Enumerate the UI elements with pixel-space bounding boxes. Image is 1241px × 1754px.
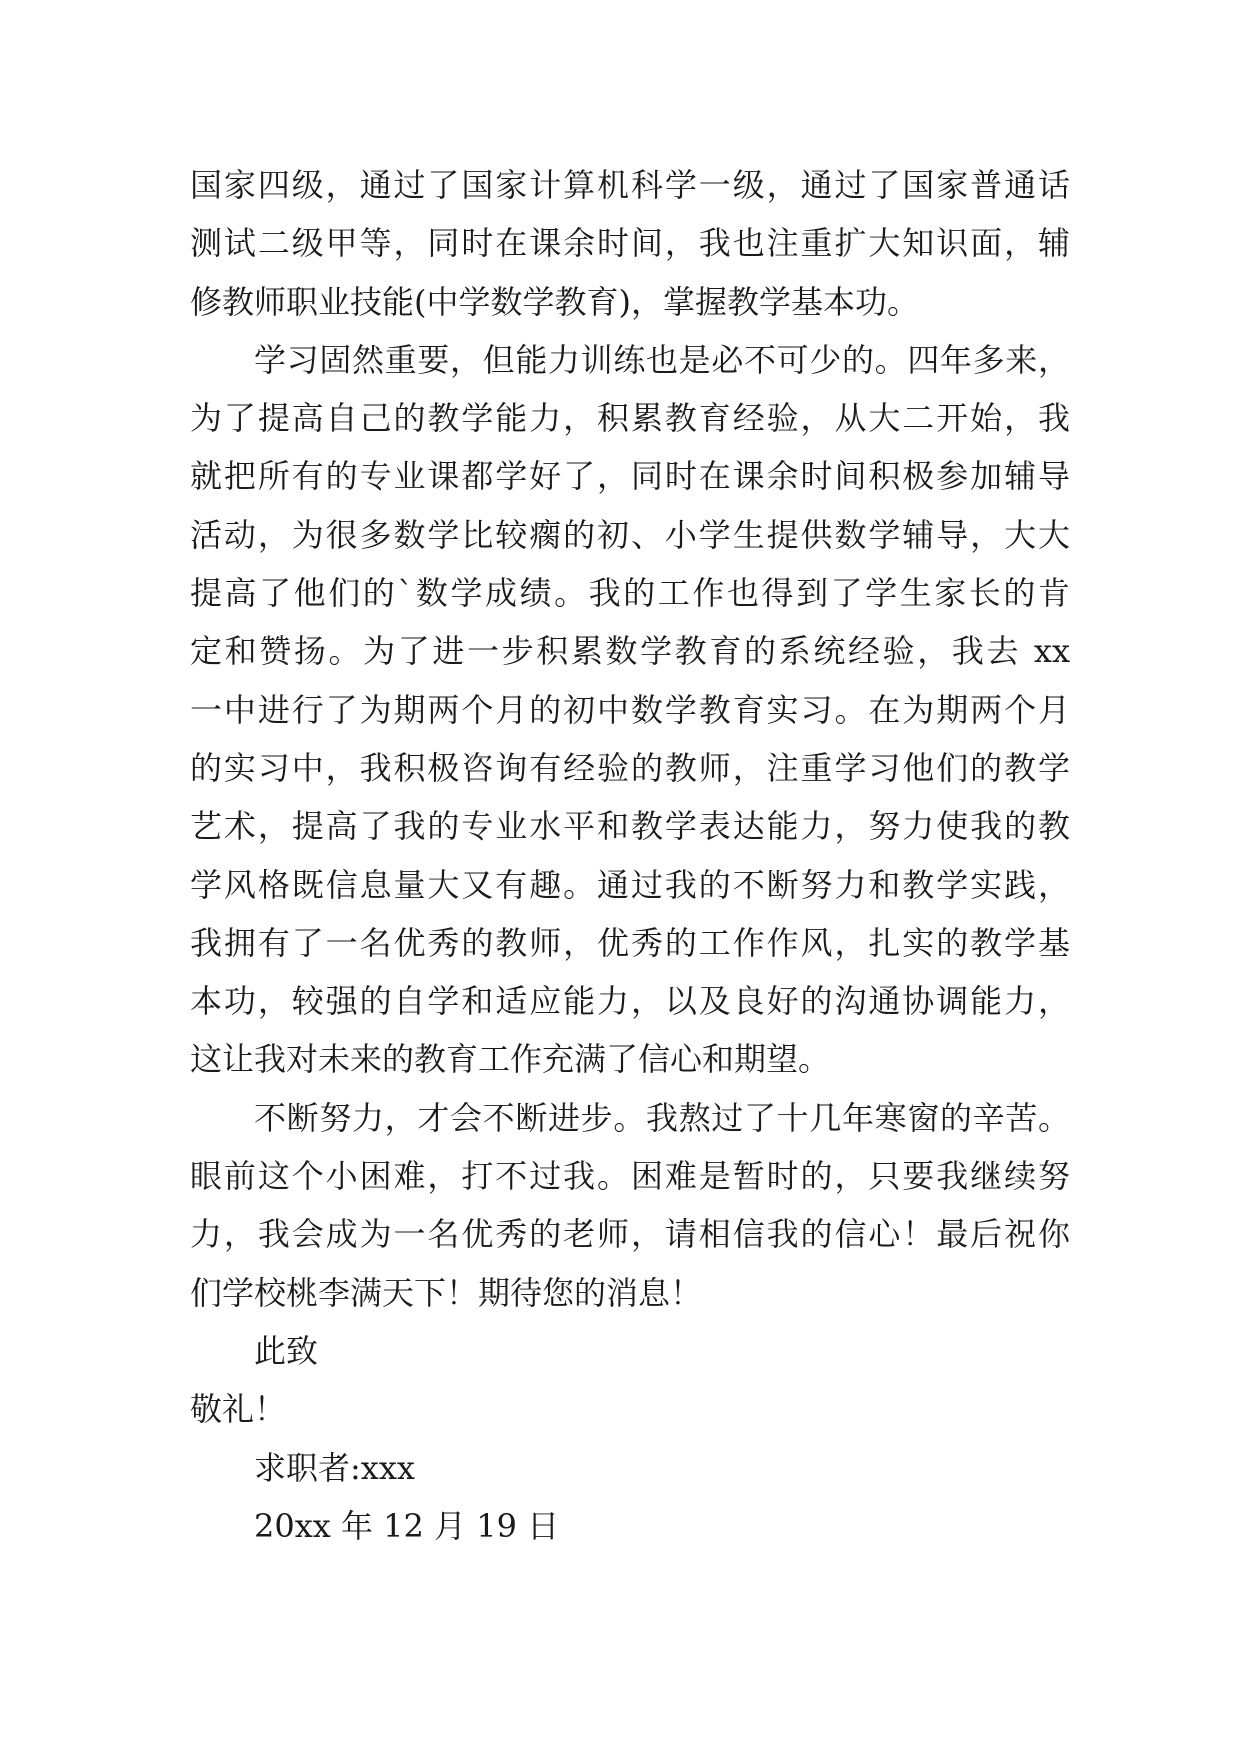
text-line: 学习固然重要，但能力训练也是必不可少的。四年多来， (254, 340, 1070, 379)
text-line: 修教师职业技能(中学数学教育)，掌握教学基本功。 (190, 282, 919, 321)
text-line: 我拥有了一名优秀的教师，优秀的工作作风，扎实的教学基 (190, 923, 1070, 962)
text-line: 艺术，提高了我的专业水平和教学表达能力，努力使我的教 (190, 807, 1070, 846)
text-line: 测试二级甲等，同时在课余时间，我也注重扩大知识面，辅 (190, 224, 1070, 263)
text-line: 国家四级，通过了国家计算机科学一级，通过了国家普通话 (190, 166, 1070, 204)
text-line: 一中进行了为期两个月的初中数学教育实习。在为期两个月 (190, 690, 1070, 729)
text-line: 为了提高自己的教学能力，积累教育经验，从大二开始，我 (190, 399, 1070, 438)
text-line: 此致 (254, 1331, 319, 1370)
text-line: 不断努力，才会不断进步。我熬过了十几年寒窗的辛苦。 (254, 1098, 1070, 1137)
text-line: 就把所有的专业课都学好了，同时在课余时间积极参加辅导 (190, 457, 1070, 496)
text-line: 定和赞扬。为了进一步积累数学教育的系统经验，我去 xx (190, 632, 1070, 671)
text-line: 学风格既信息量大又有趣。通过我的不断努力和教学实践， (190, 865, 1070, 904)
text-line: 眼前这个小困难，打不过我。困难是暂时的，只要我继续努 (190, 1157, 1070, 1196)
text-line: 的实习中，我积极咨询有经验的教师，注重学习他们的教学 (190, 748, 1070, 787)
text-line: 求职者:xxx (254, 1448, 415, 1487)
text-line: 力，我会成为一名优秀的老师，请相信我的信心！最后祝你 (190, 1215, 1070, 1254)
text-line: 们学校桃李满天下！期待您的消息！ (190, 1273, 703, 1312)
text-line: 20xx 年 12 月 19 日 (254, 1506, 560, 1545)
text-line: 活动，为很多数学比较瘸的初、小学生提供数学辅导，大大 (190, 515, 1070, 554)
text-line: 本功，较强的自学和适应能力，以及良好的沟通协调能力， (190, 982, 1070, 1021)
text-line: 敬礼！ (190, 1390, 287, 1429)
text-line: 提高了他们的`数学成绩。我的工作也得到了学生家长的肯 (190, 574, 1070, 613)
letter-body (190, 156, 1070, 1555)
text-line: 这让我对未来的教育工作充满了信心和期望。 (190, 1040, 831, 1079)
